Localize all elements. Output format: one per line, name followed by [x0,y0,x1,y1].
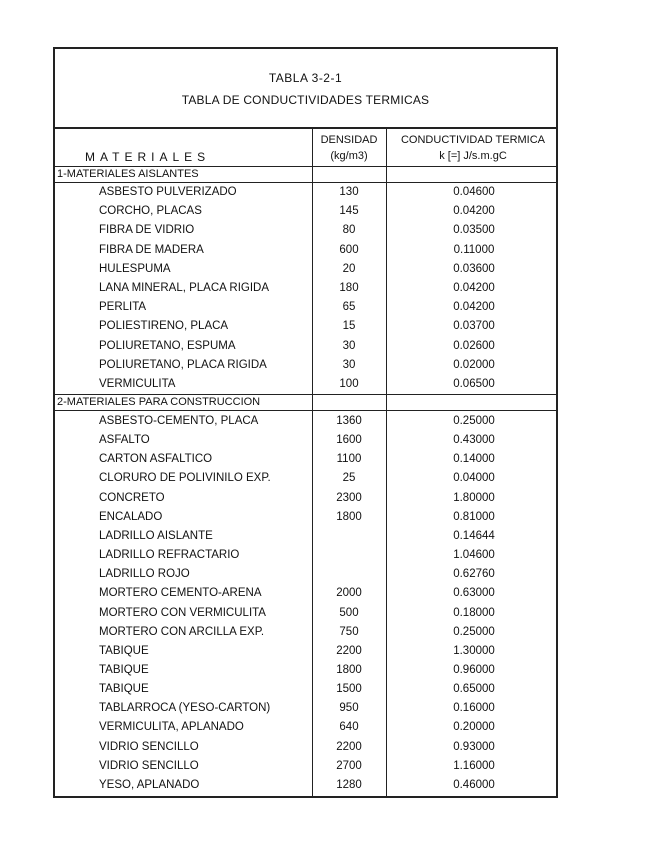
material-name: TABLARROCA (YESO-CARTON) [99,702,271,715]
table-row [55,263,556,282]
table-row [55,224,556,243]
material-name: POLIURETANO, PLACA RIGIDA [99,358,267,371]
conductivity-value: 0.02600 [453,339,495,352]
density-value: 25 [342,472,356,485]
table-row [55,779,556,798]
density-value: 1280 [336,778,362,791]
conductivity-value: 0.04200 [453,205,495,218]
table-row [55,530,556,549]
table-row [55,645,556,664]
section-2-rule [55,410,556,411]
table-sheet [53,47,558,798]
table-row [55,607,556,626]
material-name: VIDRIO SENCILLO [99,759,199,772]
table-row [55,378,556,397]
density-value: 1100 [336,453,362,466]
density-value: 1360 [336,415,362,427]
table-row [55,301,556,320]
conductivity-value: 0.06500 [453,378,495,390]
density-value: 130 [339,186,359,198]
table-row [55,721,556,740]
table-row [55,492,556,511]
header-rule [55,166,556,167]
table-row [55,244,556,263]
material-name: POLIESTIRENO, PLACA [99,320,229,333]
material-name: FIBRA DE MADERA [99,243,204,256]
table-row [55,626,556,645]
conductivity-value: 0.25000 [453,625,495,638]
conductivity-value: 0.93000 [453,740,495,753]
conductivity-value: 0.03700 [453,320,495,333]
density-value: 2300 [336,491,362,504]
material-name: POLIURETANO, ESPUMA [99,339,236,352]
table-row [55,359,556,378]
density-value: 145 [339,205,359,218]
density-value: 30 [342,339,356,352]
material-name: MORTERO CEMENTO-ARENA [99,587,262,600]
density-value: 1800 [336,510,362,523]
table-row [55,415,556,434]
table-row [55,320,556,339]
table-row [55,741,556,760]
material-name: ASBESTO-CEMENTO, PLACA [99,415,259,427]
conductivity-value: 0.14000 [453,453,495,466]
density-value: 750 [339,625,359,638]
density-value: 1500 [336,683,362,696]
material-name: PERLITA [99,301,147,314]
table-row [55,186,556,205]
conductivity-value: 0.16000 [453,702,495,715]
conductivity-value: 0.04200 [453,282,495,294]
conductivity-value: 0.04000 [453,472,495,485]
material-name: CORCHO, PLACAS [99,205,202,218]
density-value: 2200 [336,644,362,657]
section-label-insulating: 1-MATERIALES AISLANTES [57,168,199,180]
material-name: VERMICULITA, APLANADO [99,721,244,734]
conductivity-value: 0.11000 [453,243,495,256]
density-value: 30 [342,358,356,371]
table-number: TABLA 3-2-1 [268,71,343,85]
conductivity-value: 1.04600 [453,549,495,562]
header-materials: MATERIALES [85,150,211,164]
conductivity-value: 1.30000 [453,644,495,657]
table-row [55,568,556,587]
material-name: VIDRIO SENCILLO [99,740,199,753]
conductivity-value: 0.65000 [453,683,495,696]
table-row [55,702,556,721]
table-row [55,587,556,606]
conductivity-value: 0.81000 [453,510,495,523]
table-row [55,472,556,491]
material-name: TABIQUE [99,644,149,657]
header-conductivity-2: k [=] J/s.m.gC [439,150,507,162]
density-value: 2700 [336,759,362,772]
material-name: HULESPUMA [99,262,171,275]
material-name: VERMICULITA [99,378,176,390]
conductivity-value: 0.62760 [453,568,495,581]
conductivity-value: 0.04600 [453,186,495,198]
material-name: CLORURO DE POLIVINILO EXP. [99,472,271,485]
density-value: 180 [339,282,359,294]
material-name: ASBESTO PULVERIZADO [99,186,237,198]
conductivity-value: 0.03500 [453,224,495,237]
density-value: 600 [339,243,359,256]
table-row [55,664,556,683]
conductivity-value: 0.25000 [453,415,495,427]
density-value: 65 [342,301,356,314]
density-value: 2200 [336,740,362,753]
conductivity-value: 0.14644 [453,529,495,542]
density-value: 640 [339,721,359,734]
material-name: MORTERO CON ARCILLA EXP. [99,625,265,638]
density-value: 15 [342,320,356,333]
material-name: TABIQUE [99,683,149,696]
material-name: LANA MINERAL, PLACA RIGIDA [99,282,270,294]
density-value: 950 [339,702,359,715]
table-row [55,549,556,568]
density-value: 1800 [336,663,362,676]
conductivity-value: 0.04200 [453,301,495,314]
material-name: LADRILLO AISLANTE [99,529,213,542]
density-value: 1600 [336,434,362,447]
conductivity-value: 0.43000 [453,434,495,447]
density-value: 80 [342,224,356,237]
header-conductivity-1: CONDUCTIVIDAD TERMICA [400,134,546,146]
density-value: 500 [339,606,359,619]
conductivity-value: 0.20000 [453,721,495,734]
table-row [55,760,556,779]
density-value: 100 [339,378,359,390]
title-box [55,49,556,129]
material-name: CONCRETO [99,491,165,504]
table-row [55,511,556,530]
header-density-2: (kg/m3) [330,150,368,162]
material-name: LADRILLO REFRACTARIO [99,549,240,562]
material-name: ASFALTO [99,434,150,447]
table-row [55,434,556,453]
material-name: YESO, APLANADO [99,778,200,791]
table-title: TABLA DE CONDUCTIVIDADES TERMICAS [181,93,430,107]
material-name: FIBRA DE VIDRIO [99,224,195,237]
table-row [55,340,556,359]
section-1-rule [55,182,556,183]
table-row [55,453,556,472]
conductivity-value: 1.16000 [453,759,495,772]
table-row [55,205,556,224]
table-row [55,683,556,702]
conductivity-value: 0.02000 [453,358,495,371]
material-name: MORTERO CON VERMICULITA [99,606,266,619]
material-name: ENCALADO [99,510,163,523]
material-name: CARTON ASFALTICO [99,453,213,466]
conductivity-value: 0.03600 [453,262,495,275]
conductivity-value: 1.80000 [453,491,495,504]
conductivity-value: 0.63000 [453,587,495,600]
material-name: LADRILLO ROJO [99,568,190,581]
density-value: 2000 [336,587,362,600]
conductivity-value: 0.46000 [453,778,495,791]
density-value: 20 [342,262,356,275]
conductivity-value: 0.96000 [453,663,495,676]
table-row [55,282,556,301]
conductivity-value: 0.18000 [453,606,495,619]
section-label-construction: 2-MATERIALES PARA CONSTRUCCION [57,396,261,408]
material-name: TABIQUE [99,663,149,676]
header-density-1: DENSIDAD [320,134,378,146]
